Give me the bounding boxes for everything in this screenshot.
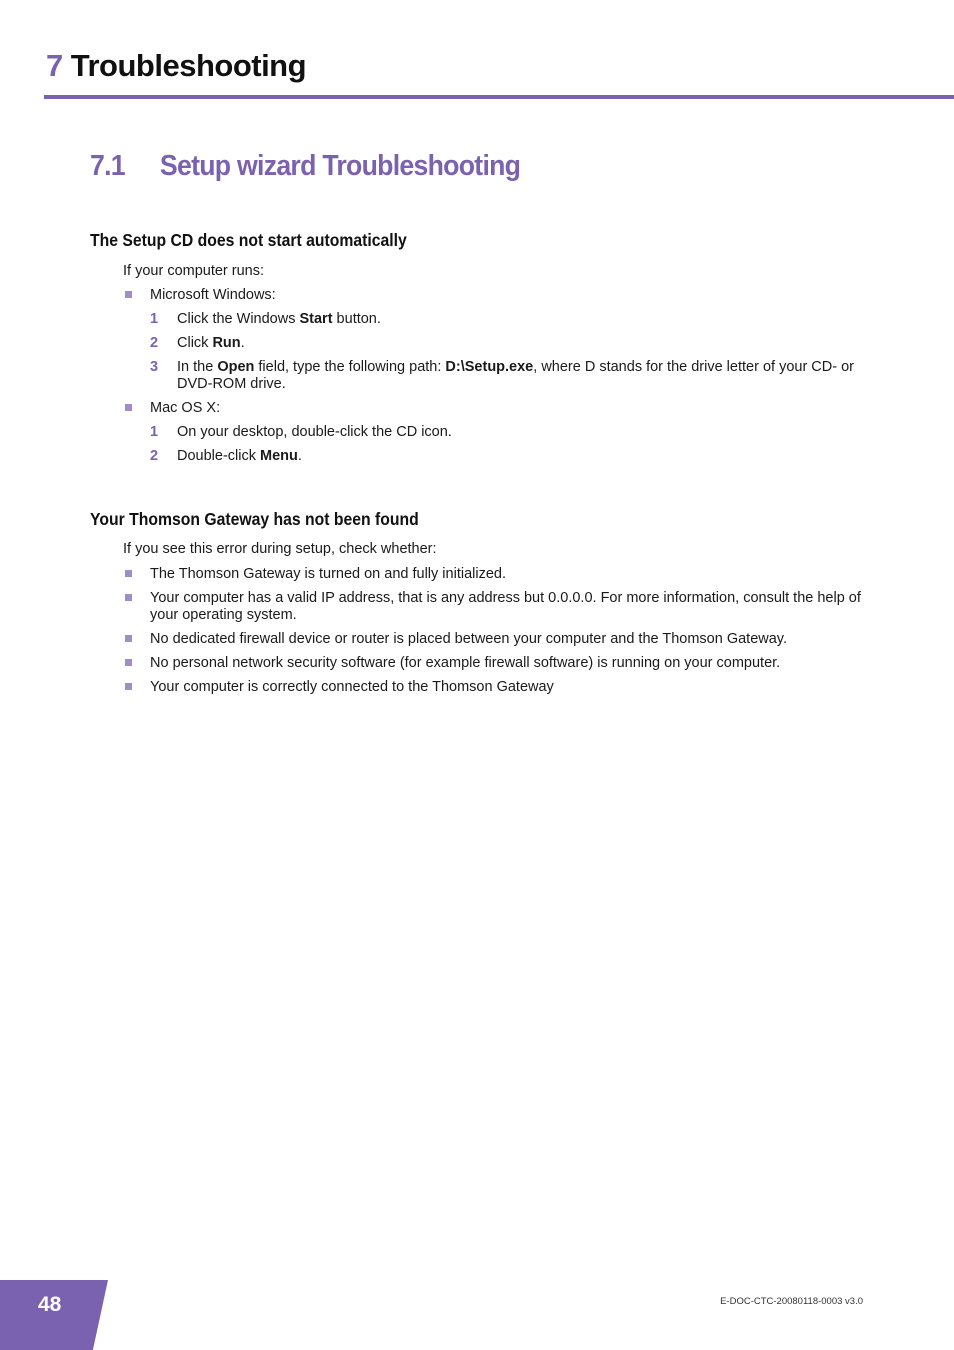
bullet-square-icon (125, 635, 132, 642)
list-item-mac: Mac OS X: (123, 400, 863, 417)
list-item: Your computer has a valid IP address, that is any address but 0.0.0.0. For more information, consult the help of your operating system. (123, 590, 863, 624)
list-item: Your computer is correctly connected to the Thomson Gateway (123, 679, 863, 696)
section-title-text: Setup wizard Troubleshooting (159, 150, 521, 182)
chapter-title (46, 48, 306, 84)
windows-step-1: 1 Click the Windows Start button. (150, 311, 381, 327)
bullet-square-icon (125, 291, 132, 298)
list-item: No dedicated firewall device or router is placed between your computer and the Thomson Gateway. (123, 631, 863, 648)
page-number: 48 (38, 1293, 62, 1316)
windows-step-3: 3 In the Open field, type the following path: D:\Setup.exe, where D stands for the drive letter of your CD- or DVD-ROM drive. (150, 359, 855, 392)
list-item: No personal network security software (for example firewall software) is running on your computer. (123, 655, 863, 672)
mac-step-1: 1 On your desktop, double-click the CD icon. (150, 424, 452, 440)
cd-intro: If your computer runs: (123, 263, 265, 279)
document-id: E-DOC-CTC-20080118-0003 v3.0 (720, 1296, 863, 1307)
gateway-intro: If you see this error during setup, check whether: (123, 541, 437, 557)
bullet-square-icon (125, 683, 132, 690)
windows-step-2: 2 Click Run. (150, 335, 245, 351)
mac-step-2: 2 Double-click Menu. (150, 448, 302, 464)
cd-heading: The Setup CD does not start automatically (90, 230, 407, 250)
gateway-heading: Your Thomson Gateway has not been found (90, 509, 419, 529)
bullet-square-icon (125, 594, 132, 601)
section-number: 7.1 (90, 150, 125, 182)
chapter-title-text: Troubleshooting (70, 48, 307, 83)
bullet-square-icon (125, 404, 132, 411)
chapter-number: 7 (46, 48, 63, 83)
list-item-windows: Microsoft Windows: (123, 287, 863, 304)
bullet-square-icon (125, 659, 132, 666)
section-title (90, 150, 520, 183)
header-rule (44, 95, 954, 99)
bullet-square-icon (125, 570, 132, 577)
list-item: The Thomson Gateway is turned on and fully initialized. (123, 566, 863, 583)
